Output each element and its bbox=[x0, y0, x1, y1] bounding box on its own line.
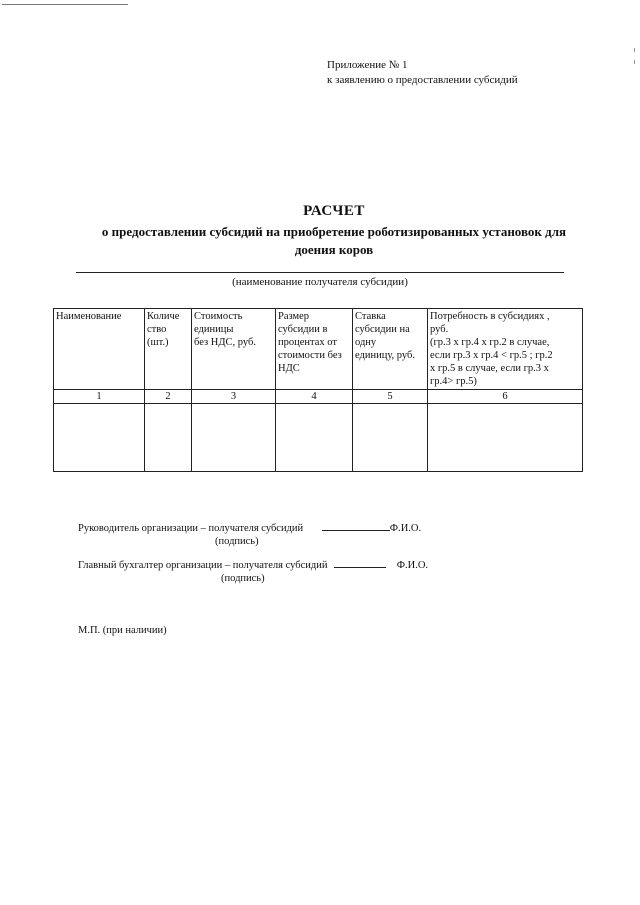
header-unit-cost bbox=[192, 309, 276, 390]
head-sign-caption: (подпись) bbox=[215, 536, 259, 547]
accountant-fio: Ф.И.О. bbox=[396, 560, 429, 571]
table-cell bbox=[353, 404, 428, 472]
header-subsidy-rate-line-4: единицу, руб. bbox=[355, 350, 415, 361]
table-cell bbox=[276, 404, 353, 472]
accountant-signature-blank bbox=[334, 567, 386, 568]
column-number: 3 bbox=[192, 390, 276, 404]
stamp-place: М.П. (при наличии) bbox=[78, 625, 167, 636]
header-unit-cost-line-3: без НДС, руб. bbox=[194, 337, 256, 348]
header-subsidy-rate bbox=[353, 309, 428, 390]
calculation-table bbox=[53, 308, 583, 472]
header-name bbox=[54, 309, 145, 390]
header-subsidy-percent-line-5: НДС bbox=[278, 363, 300, 374]
table-cell bbox=[145, 404, 192, 472]
title-main: РАСЧЕТ bbox=[303, 203, 365, 219]
header-subsidy-need-line-2: руб. bbox=[430, 324, 449, 335]
accountant-label: Главный бухгалтер организации – получателя субсидий bbox=[78, 560, 328, 571]
scan-speck bbox=[634, 60, 635, 64]
table-data-row bbox=[54, 404, 583, 472]
header-subsidy-percent-line-3: процентах от bbox=[278, 337, 337, 348]
top-edge-line bbox=[2, 4, 128, 5]
appendix-note bbox=[327, 58, 518, 88]
column-number: 5 bbox=[353, 390, 428, 404]
header-unit-cost-line-2: единицы bbox=[194, 324, 234, 335]
header-quantity-line-2: ство bbox=[147, 324, 167, 335]
table-header-row bbox=[54, 309, 583, 390]
header-subsidy-rate-line-3: одну bbox=[355, 337, 377, 348]
header-name-text: Наименование bbox=[56, 311, 122, 322]
header-quantity-line-3: (шт.) bbox=[147, 337, 169, 348]
scan-speck bbox=[634, 48, 635, 52]
column-number: 2 bbox=[145, 390, 192, 404]
recipient-name-line bbox=[76, 272, 564, 273]
head-signature-blank bbox=[322, 530, 390, 531]
accountant-sign-caption: (подпись) bbox=[221, 573, 265, 584]
header-subsidy-need-line-4: если гр.3 х гр.4 < гр.5 ; гр.2 bbox=[430, 350, 553, 361]
header-quantity bbox=[145, 309, 192, 390]
head-label: Руководитель организации – получателя субсидий bbox=[78, 523, 304, 534]
column-number: 4 bbox=[276, 390, 353, 404]
header-unit-cost-line-1: Стоимость bbox=[194, 311, 243, 322]
header-subsidy-percent bbox=[276, 309, 353, 390]
header-subsidy-need-line-1: Потребность в субсидиях , bbox=[430, 311, 550, 322]
column-numbers-row bbox=[54, 390, 583, 404]
title-sub-line-2: доения коров bbox=[294, 242, 374, 257]
table-cell bbox=[428, 404, 583, 472]
header-subsidy-percent-line-1: Размер bbox=[278, 311, 310, 322]
title-sub-line-1: о предоставлении субсидий на приобретение роботизированных установок для bbox=[101, 224, 567, 239]
column-number: 6 bbox=[428, 390, 583, 404]
header-subsidy-need-line-5: х гр.5 в случае, если гр.3 х bbox=[430, 363, 549, 374]
header-subsidy-rate-line-2: субсидии на bbox=[355, 324, 410, 335]
column-number: 1 bbox=[54, 390, 145, 404]
header-subsidy-need-line-6: гр.4> гр.5) bbox=[430, 376, 477, 387]
header-subsidy-need bbox=[428, 309, 583, 390]
header-subsidy-percent-line-2: субсидии в bbox=[278, 324, 328, 335]
recipient-caption: (наименование получателя субсидии) bbox=[232, 276, 408, 288]
head-signature-line bbox=[78, 522, 421, 535]
table-cell bbox=[54, 404, 145, 472]
head-fio: Ф.И.О. bbox=[389, 523, 422, 534]
document-title bbox=[64, 202, 604, 259]
appendix-line-2: к заявлению о предоставлении субсидий bbox=[327, 74, 518, 86]
appendix-line-1: Приложение № 1 bbox=[327, 59, 408, 71]
header-subsidy-percent-line-4: стоимости без bbox=[278, 350, 342, 361]
header-subsidy-need-line-3: (гр.3 х гр.4 х гр.2 в случае, bbox=[430, 337, 550, 348]
table-cell bbox=[192, 404, 276, 472]
header-subsidy-rate-line-1: Ставка bbox=[355, 311, 386, 322]
accountant-signature-line bbox=[78, 559, 428, 572]
header-quantity-line-1: Количе bbox=[147, 311, 180, 322]
